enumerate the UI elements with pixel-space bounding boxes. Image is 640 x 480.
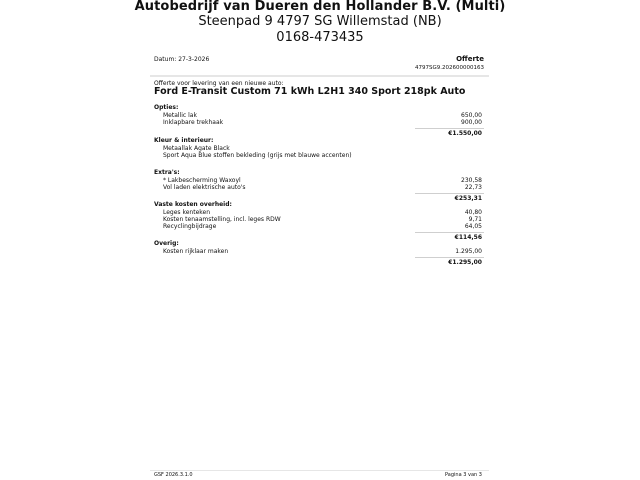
item-amount: 230,58 (461, 177, 482, 184)
line-item (154, 216, 484, 223)
item-amount: 22,73 (464, 184, 482, 191)
section-subtotal: €253,31 (454, 195, 482, 202)
line-item (154, 152, 484, 159)
section-vaste-kosten (154, 201, 484, 242)
section-subtotal: €1.295,00 (448, 259, 482, 266)
line-item (154, 184, 484, 191)
section-title: Overig: (154, 240, 179, 247)
section-title: Kleur & interieur: (154, 137, 214, 144)
company-phone: 0168-473435 (276, 30, 364, 45)
vehicle-model: Ford E-Transit Custom 71 kWh L2H1 340 Sport 218pk Auto (154, 86, 466, 97)
line-item (154, 248, 484, 255)
section-extras (154, 169, 484, 203)
item-amount: 9,71 (468, 216, 482, 223)
document-type: Offerte (456, 55, 484, 63)
item-label: Leges kenteken (163, 209, 211, 216)
line-item (154, 223, 484, 230)
item-label: Kosten tenaamstelling, incl. leges RDW (163, 216, 281, 223)
item-label: Inklapbare trekhaak (163, 119, 224, 126)
item-label: * Lakbescherming Waxoyl (163, 177, 241, 184)
section-title: Vaste kosten overheid: (154, 201, 232, 208)
intro-text: Offerte voor levering van een nieuwe auto: (154, 80, 284, 87)
document-number: 4797SG9.202600000163 (415, 65, 484, 71)
item-label: Recyclingbijdrage (163, 223, 217, 230)
page-number: Pagina 3 van 3 (445, 472, 482, 478)
item-label: Metallic lak (163, 112, 197, 119)
item-amount: 900,00 (461, 119, 482, 126)
item-label: Vol laden elektrische auto's (163, 184, 246, 191)
item-amount: 1.295,00 (455, 248, 482, 255)
section-overig (154, 240, 484, 267)
section-title: Opties: (154, 104, 179, 111)
document-meta (154, 56, 484, 74)
item-label: Sport Aqua Blue stoffen bekleding (grijs met blauwe accenten) (163, 152, 352, 159)
line-item (154, 145, 484, 152)
section-opties (154, 104, 484, 138)
line-item (154, 112, 484, 119)
item-label: Metaallak Agate Black (163, 145, 230, 152)
item-amount: 650,00 (461, 112, 482, 119)
section-subtotal: €114,56 (454, 234, 482, 241)
company-address: Steenpad 9 4797 SG Willemstad (NB) (198, 14, 442, 29)
header-divider (150, 75, 489, 77)
company-name: Autobedrijf van Dueren den Hollander B.V. (Multi) (134, 0, 506, 14)
item-amount: 40,80 (464, 209, 482, 216)
line-item (154, 177, 484, 184)
line-item (154, 209, 484, 216)
section-kleur-interieur (154, 137, 484, 159)
document-date: Datum: 27-3-2026 (154, 56, 210, 63)
item-label: Kosten rijklaar maken (163, 248, 229, 255)
footer-divider (150, 470, 489, 471)
section-title: Extra's: (154, 169, 180, 176)
item-amount: 64,05 (464, 223, 482, 230)
software-version: GSF 2026.3.1.0 (154, 472, 193, 478)
letterhead (0, 0, 640, 46)
section-subtotal: €1.550,00 (448, 130, 482, 137)
line-item (154, 119, 484, 126)
